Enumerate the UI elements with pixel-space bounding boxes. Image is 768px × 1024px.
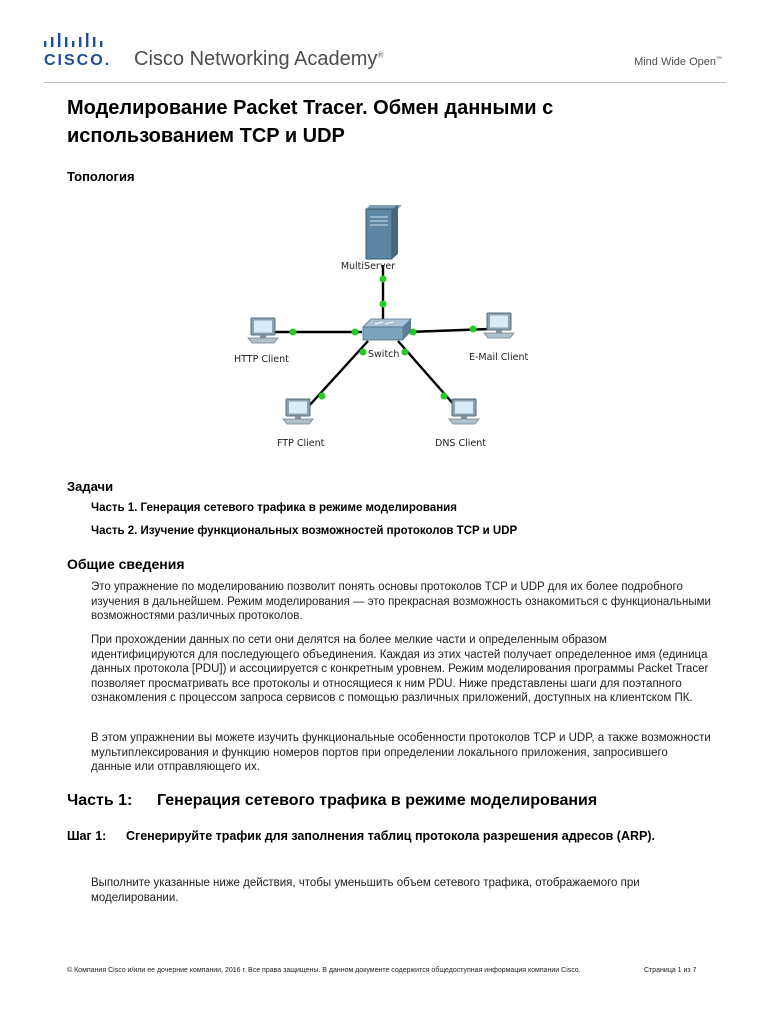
document-title: Моделирование Packet Tracer. Обмен данными с использованием TCP и UDP (67, 97, 554, 147)
background-paragraph-1: Это упражнение по моделированию позволит понять основы протоколов TCP и UDP для их более подробного изучения в дальнейшем. Режим моделирования — это прекрасная возможность ознакомиться с функциональными возможностями различных протоколов. (91, 581, 711, 623)
switch-label: Switch (368, 349, 400, 360)
task-item-1: Часть 1. Генерация сетевого трафика в режиме моделирования (91, 502, 457, 514)
task-item-2: Часть 2. Изучение функциональных возможностей протоколов TCP и UDP (91, 525, 518, 537)
ftp-client-label: FTP Client (277, 438, 325, 449)
background-heading: Общие сведения (67, 556, 185, 572)
footer-page-number: Страница 1 из 7 (644, 967, 697, 974)
step1-number: Шаг 1: (67, 829, 107, 843)
tasks-heading: Задачи (67, 479, 114, 494)
topology-diagram (220, 195, 550, 455)
part1-heading (67, 792, 597, 810)
server-label: MultiServer (340, 261, 396, 272)
dns-client-label: DNS Client (435, 438, 486, 449)
background-paragraph-3: В этом упражнении вы можете изучить функциональные особенности протоколов TCP и UDP, а также возможности мультиплексирования и функцию номеров портов при определении локального приложения, запросившего данные или отправляющего их. (91, 732, 711, 774)
page-header (0, 0, 768, 90)
link-email-switch (408, 329, 490, 332)
footer-copyright: © Компания Cisco и/или ее дочерние компании, 2016 г. Все права защищены. В данном документе содержится общедоступная информация компании Cisco. (67, 967, 581, 974)
email-client-label: E-Mail Client (469, 352, 529, 363)
cisco-logo-word: CISCO. (44, 52, 112, 69)
step1-instructions: Выполните указанные ниже действия, чтобы уменьшить объем сетевого трафика, отображаемого при моделировании. (91, 877, 640, 904)
link-ftp-switch (308, 341, 368, 407)
academy-name: Cisco Networking Academy® (134, 48, 384, 70)
topology-heading: Топология (67, 169, 135, 184)
part1-number: Часть 1: (67, 792, 133, 809)
background-paragraph-2: При прохождении данных по сети они делятся на более мелкие части и определенным образом идентифицируются для последующего объединения. Каждая из этих частей получает определенное имя (единица данных протокола [PDU]) и ассоциируется с конкретным уровнем. Режим моделирования программы Packet Tracer позволяет просматривать все протоколы и относящиеся к ним PDU. Ниже представлены шаги для поэтапного ознакомления с процессом запроса сервисов с помощью различных приложений, доступных на клиентском ПК. (91, 634, 709, 705)
tagline: Mind Wide Open™ (634, 56, 722, 68)
http-client-icon[interactable] (248, 318, 278, 343)
cisco-logo-icon (44, 31, 108, 51)
dns-client-icon[interactable] (449, 399, 479, 424)
email-client-icon[interactable] (484, 313, 514, 338)
header-divider (44, 82, 726, 83)
server-icon[interactable] (366, 205, 402, 259)
http-client-label: HTTP Client (234, 354, 289, 365)
step1-title: Сгенерируйте трафик для заполнения таблиц протокола разрешения адресов (ARP). (126, 829, 655, 843)
part1-title: Генерация сетевого трафика в режиме моделирования (157, 792, 598, 809)
ftp-client-icon[interactable] (283, 399, 313, 424)
switch-icon[interactable] (363, 319, 411, 340)
